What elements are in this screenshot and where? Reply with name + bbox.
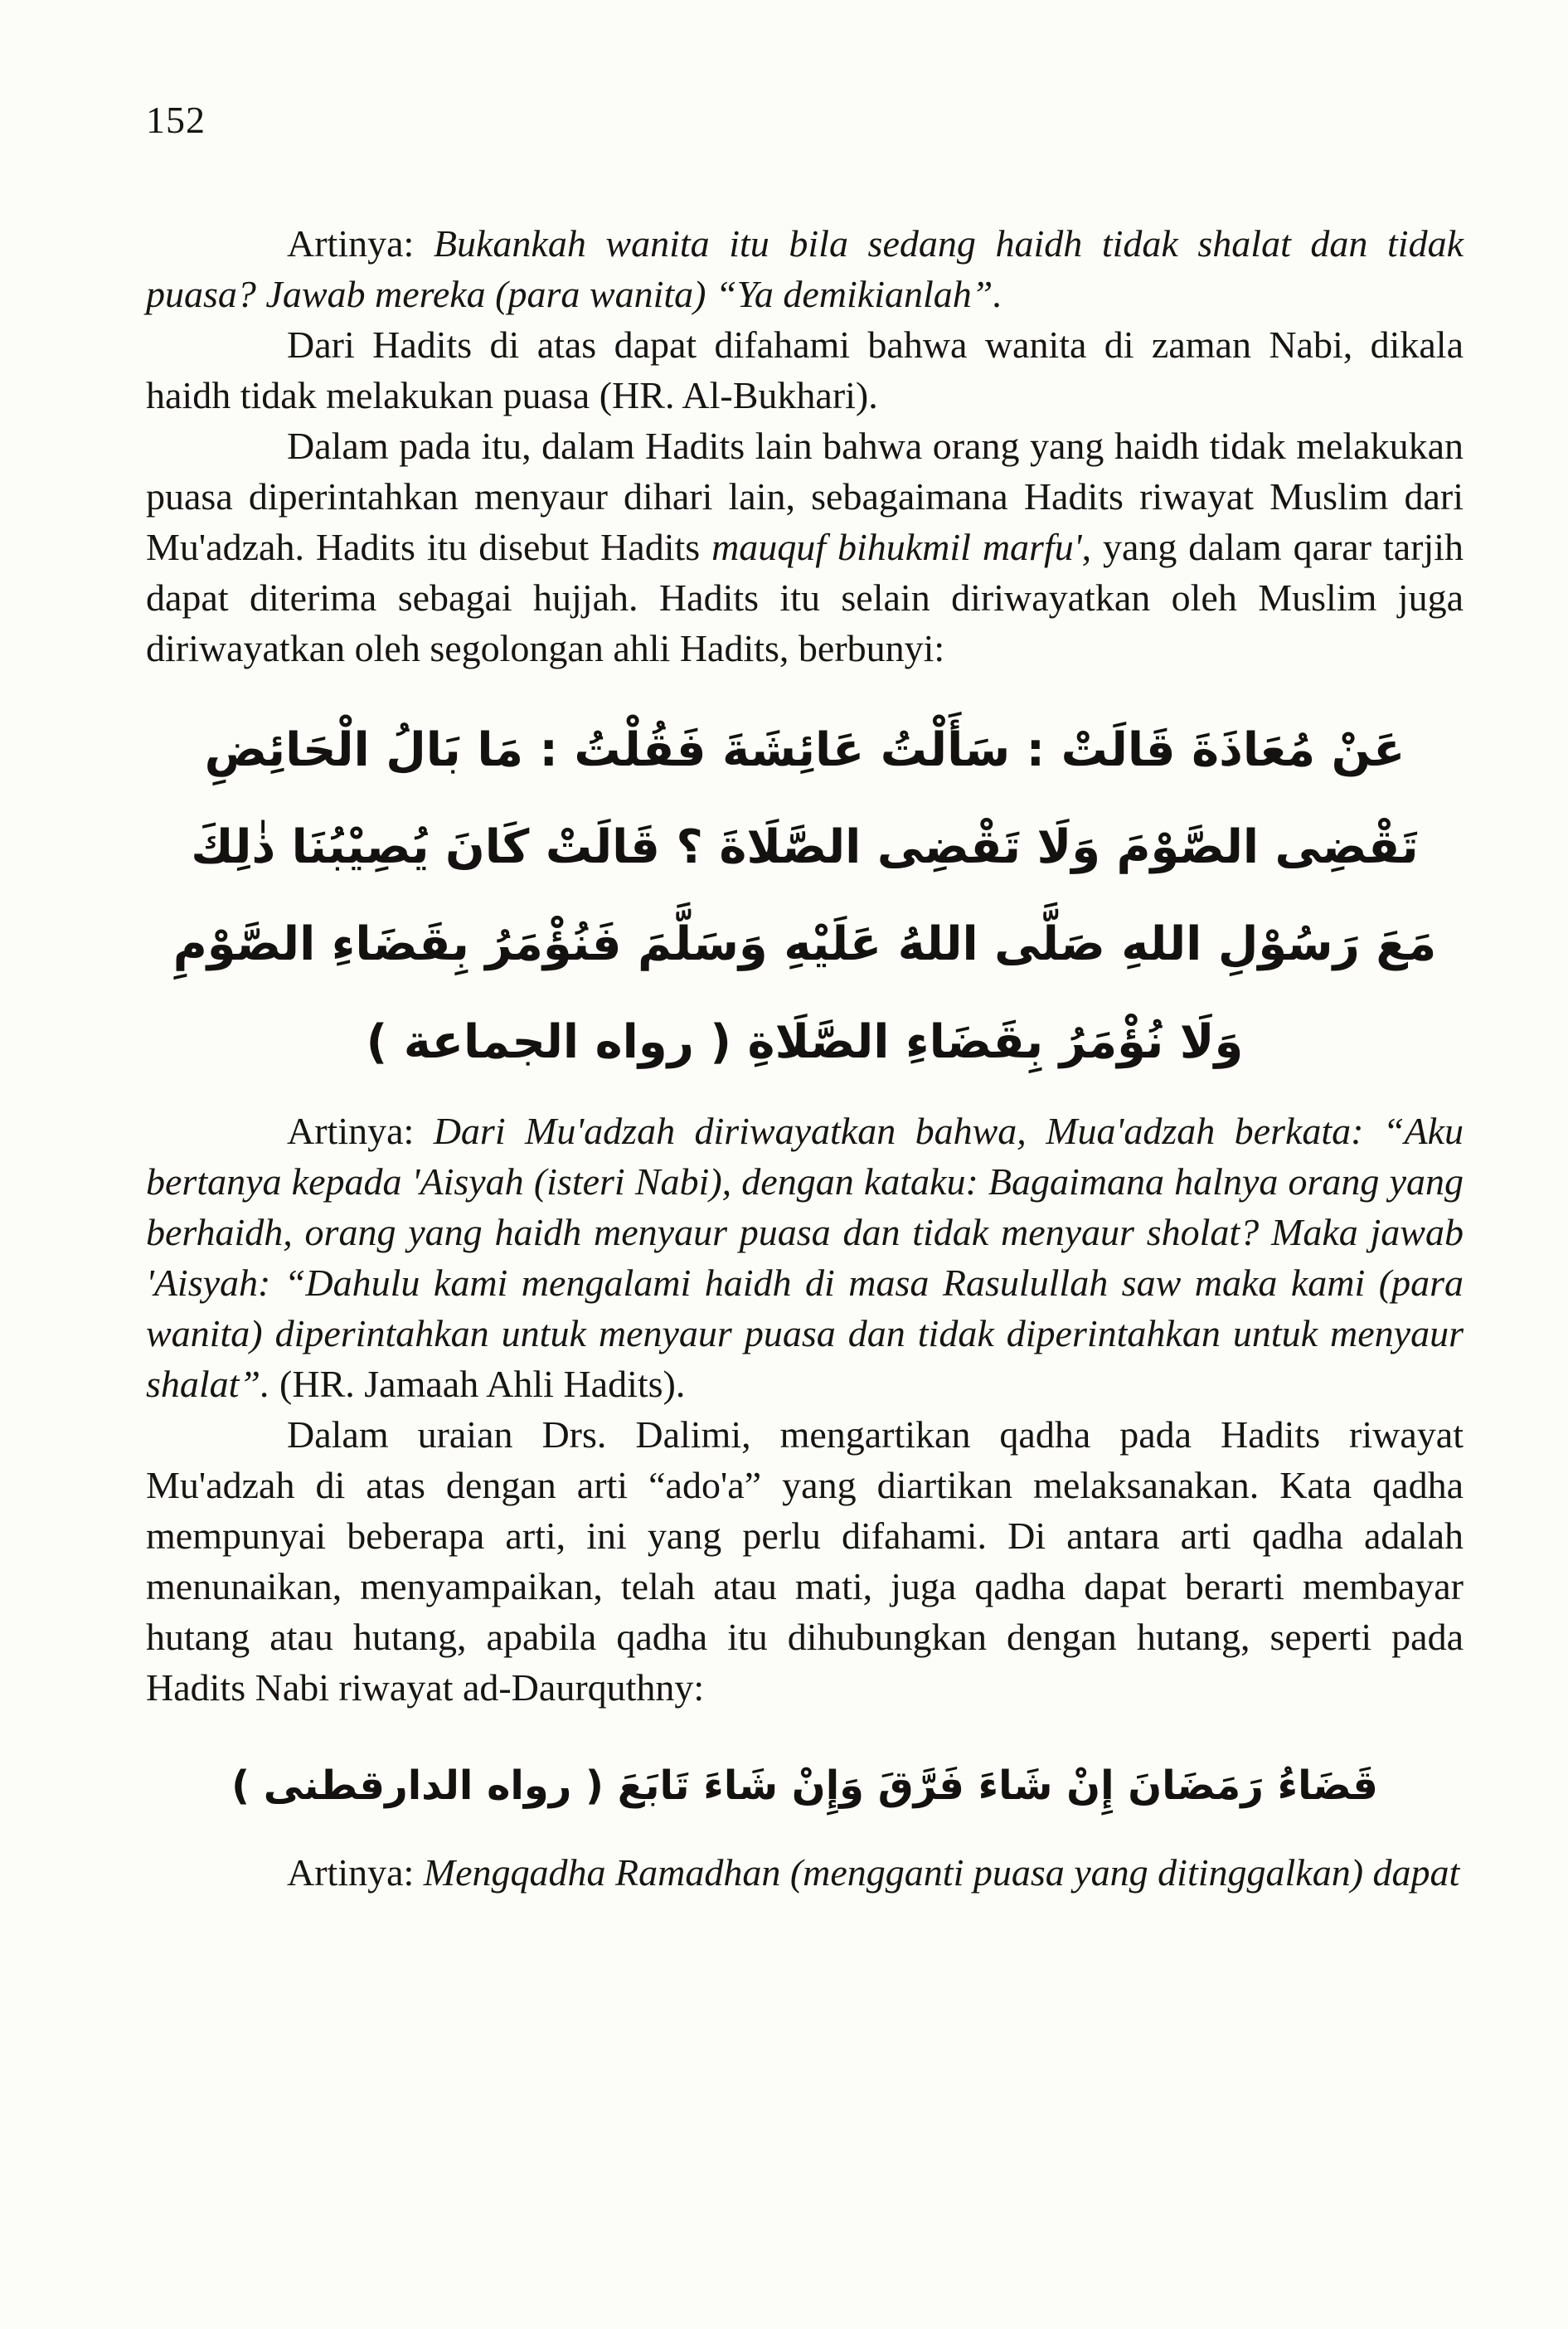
arabic-hadith-daruquthny-line: قَضَاءُ رَمَضَانَ إِنْ شَاءَ فَرَّقَ وَإِنْ شَاءَ تَابَعَ ( رواه الدارقطنى ) <box>231 1762 1378 1809</box>
translation-italic-text: Mengqadha Ramadhan (mengganti puasa yang ditinggalkan) dapat <box>423 1850 1460 1894</box>
arabic-hadith-line-1: عَنْ مُعَاذَةَ قَالَتْ : سَأَلْتُ عَائِشَةَ فَقُلْتُ : مَا بَالُ الْحَائِضِ <box>204 723 1405 777</box>
artinya-label: Artinya: <box>287 1850 424 1894</box>
hadith-source-reference: (HR. Jamaah Ahli Hadits). <box>269 1362 686 1405</box>
translation-italic-text: Bukankah wanita itu bila sedang haidh tidak shalat dan tidak puasa? Jawab mereka (para wanita) “Ya demikianlah”. <box>146 222 1464 315</box>
paragraph-translation-bukhari <box>146 218 1464 319</box>
page-body-text <box>146 218 1464 1898</box>
term-mauquf-bihukmil-marfu: mauquf bihukmil marfu' <box>711 526 1082 568</box>
paragraph-translation-muadzah <box>146 1106 1464 1409</box>
artinya-label: Artinya: <box>287 1109 434 1152</box>
paragraph-explanation-bukhari: Dari Hadits di atas dapat difahami bahwa wanita di zaman Nabi, dikala haidh tidak melakukan puasa (HR. Al-Bukhari). <box>146 323 1464 416</box>
paragraph-text-part2: , yang dalam qarar tarjih dapat diterima sebagai hujjah. Hadits itu selain diriwayatkan oleh Muslim juga diriwayatkan oleh segolongan ahli Hadits, berbunyi: <box>146 526 1464 669</box>
paragraph-explanation-qadha: Dalam uraian Drs. Dalimi, mengartikan qadha pada Hadits riwayat Mu'adzah di atas dengan arti “ado'a” yang diartikan melaksanakan. Kata qadha mempunyai beberapa arti, ini yang perlu difahami. Di antara arti qadha adalah menunaikan, menyampaikan, telah atau mati, juga qadha dapat berarti membayar hutang atau hutang, apabila qadha itu dihubungkan dengan hutang, seperti pada Hadits Nabi riwayat ad-Daurquthny: <box>146 1412 1464 1709</box>
arabic-hadith-line-3: مَعَ رَسُوْلِ اللهِ صَلَّى اللهُ عَلَيْهِ وَسَلَّمَ فَنُؤْمَرُ بِقَضَاءِ الصَّوْمِ <box>172 917 1437 972</box>
arabic-hadith-block <box>159 717 1450 1076</box>
arabic-hadith-line-2: تَقْضِى الصَّوْمَ وَلَا تَقْضِى الصَّلَاةَ ؟ قَالَتْ كَانَ يُصِيْبُنَا ذٰلِكَ <box>191 820 1419 875</box>
arabic-hadith-line-4: وَلَا نُؤْمَرُ بِقَضَاءِ الصَّلَاةِ ( رواه الجماعة ) <box>366 1014 1244 1069</box>
translation-italic-text: Dari Mu'adzah diriwayatkan bahwa, Mua'adzah berkata: “Aku bertanya kepada 'Aisyah (isteri Nabi), dengan kataku: Bagaimana halnya orang yang berhaidh, orang yang haidh menyaur puasa dan tidak menyaur sholat? Maka jawab 'Aisyah: “Dahulu kami mengalami haidh di masa Rasulullah saw maka kami (para wanita) diperintahkan untuk menyaur puasa dan tidak diperintahkan untuk menyaur shalat”. <box>146 1109 1464 1405</box>
page-number: 152 <box>146 99 206 141</box>
artinya-label: Artinya: <box>287 222 434 265</box>
paragraph-translation-ramadhan <box>146 1847 1464 1898</box>
paragraph-explanation-muslim <box>146 421 1464 673</box>
paragraph-text-part1: Dalam pada itu, dalam Hadits lain bahwa orang yang haidh tidak melakukan puasa diperintahkan menyaur dihari lain, sebagaimana Hadits riwayat Muslim dari Mu'adzah. Hadits itu disebut Hadits <box>146 425 1464 568</box>
